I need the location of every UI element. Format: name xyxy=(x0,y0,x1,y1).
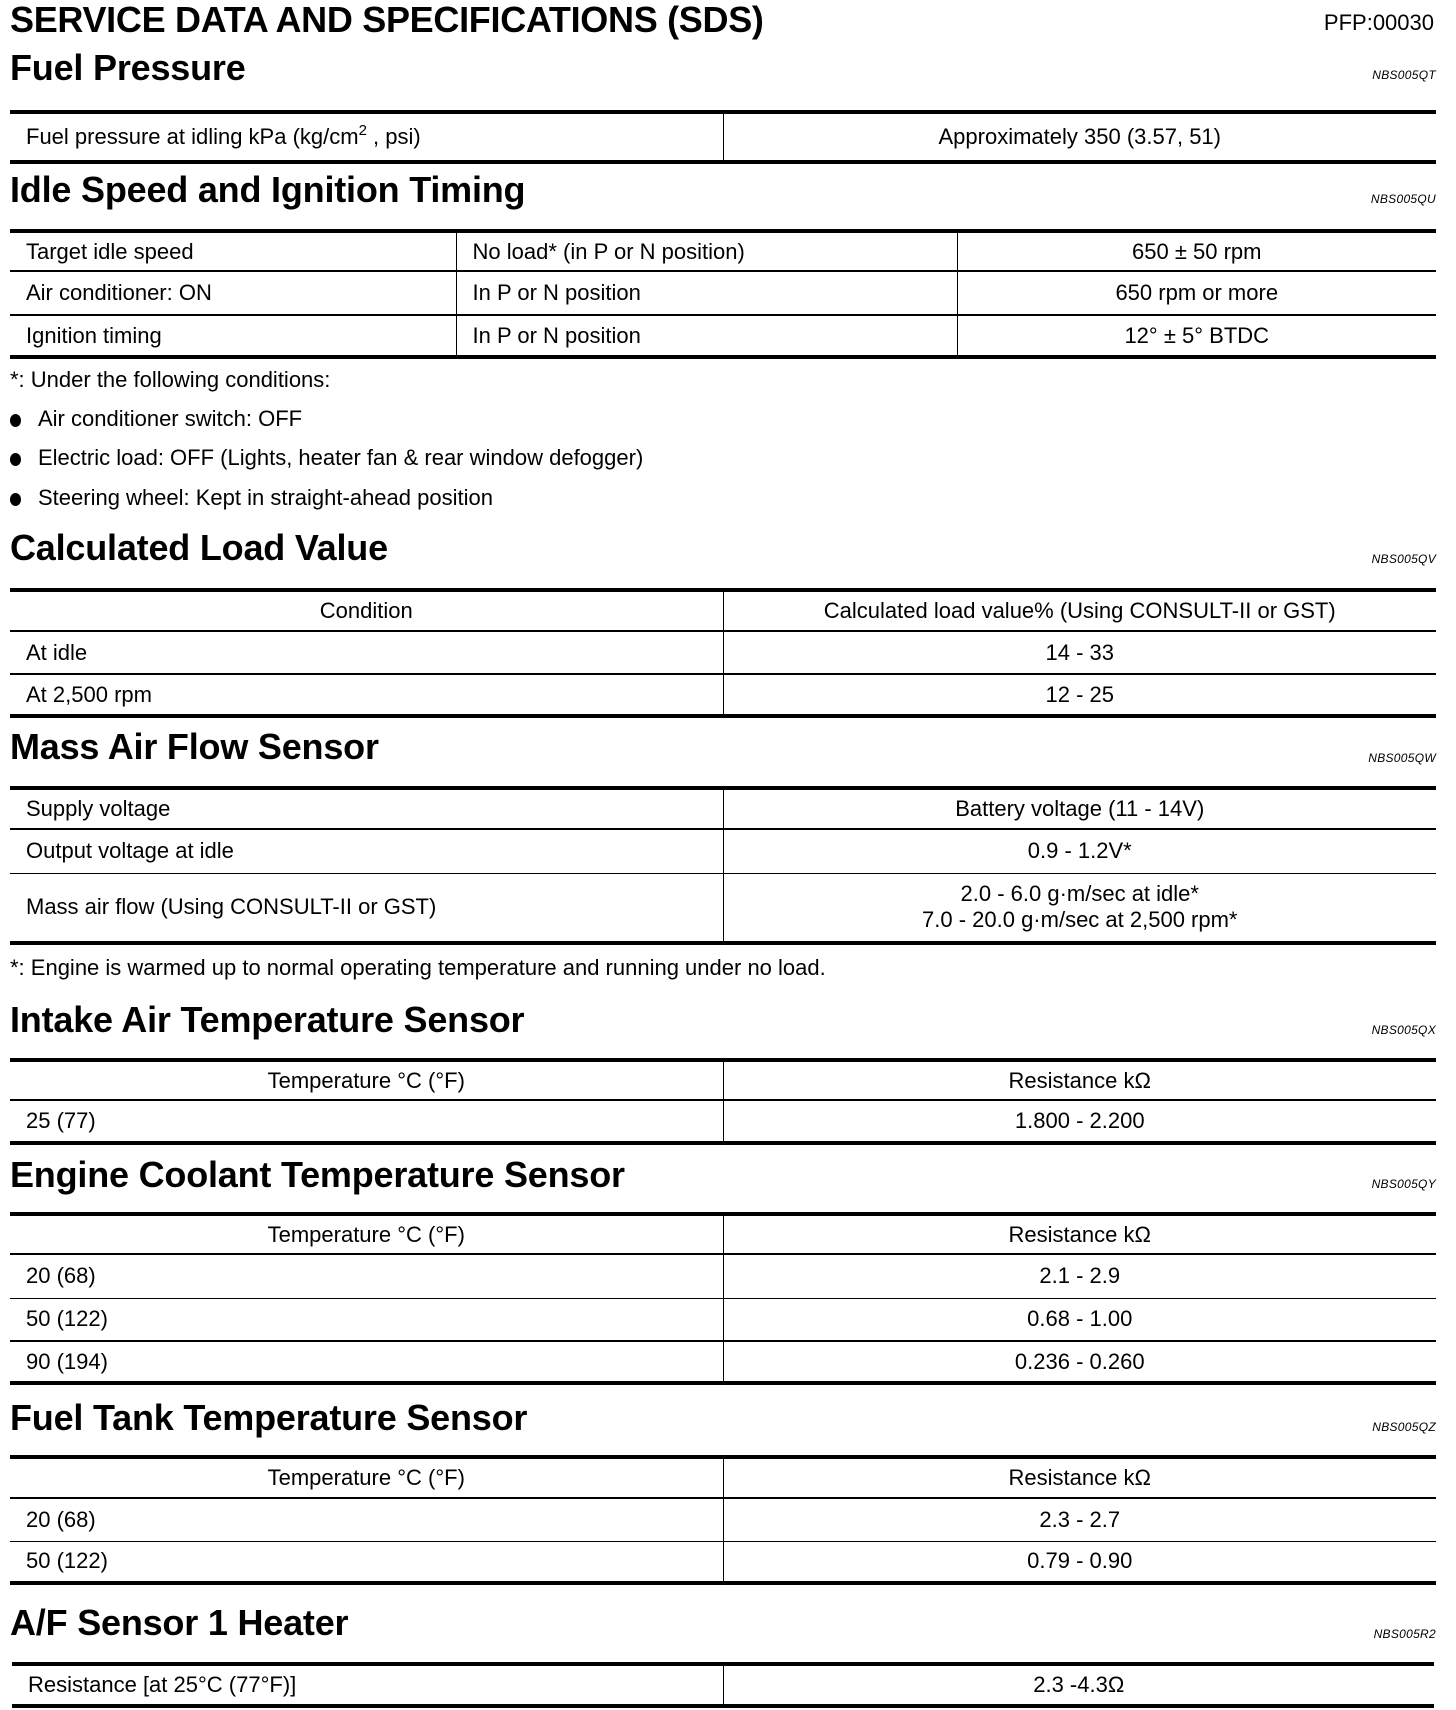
page-title: SERVICE DATA AND SPECIFICATIONS (SDS) xyxy=(10,0,764,40)
cell-resistance: 2.3 - 2.7 xyxy=(723,1498,1436,1541)
table-row xyxy=(10,1100,1436,1143)
table-row xyxy=(10,271,1436,315)
table-row xyxy=(10,315,1436,357)
cell-item: Resistance [at 25°C (77°F)] xyxy=(28,1672,297,1697)
cell-value-line: 2.0 - 6.0 g·m/sec at idle* xyxy=(960,881,1199,907)
ref-code-af-heater: NBS005R2 xyxy=(1373,1627,1436,1641)
column-header: Resistance kΩ xyxy=(723,1214,1436,1254)
iat-sensor-table xyxy=(10,1058,1436,1145)
bullet-icon xyxy=(10,493,21,506)
table-row xyxy=(10,1341,1436,1383)
section-title-af-heater: A/F Sensor 1 Heater xyxy=(10,1602,349,1643)
cell-value-line: 7.0 - 20.0 g·m/sec at 2,500 rpm* xyxy=(922,907,1238,933)
section-title-ect-sensor: Engine Coolant Temperature Sensor xyxy=(10,1154,625,1195)
ect-sensor-table xyxy=(10,1212,1436,1385)
column-header: Resistance kΩ xyxy=(723,1060,1436,1100)
ftt-sensor-table xyxy=(10,1455,1436,1585)
table-row xyxy=(10,1498,1436,1541)
cell-value: 650 rpm or more xyxy=(957,271,1436,315)
table-header-row xyxy=(10,590,1436,631)
fuel-pressure-table xyxy=(10,110,1436,164)
column-header: Temperature °C (°F) xyxy=(267,1067,465,1093)
idle-speed-table xyxy=(10,229,1436,359)
cell-value: 2.3 -4.3Ω xyxy=(723,1664,1434,1706)
cell-item: Supply voltage xyxy=(26,796,171,821)
bullet-item: Steering wheel: Kept in straight-ahead position xyxy=(10,485,493,511)
section-title-maf-sensor: Mass Air Flow Sensor xyxy=(10,726,379,767)
ref-code-calculated-load: NBS005QV xyxy=(1371,552,1436,566)
idle-speed-footnote: *: Under the following conditions: xyxy=(10,367,331,392)
pfp-code: PFP:00030 xyxy=(1323,10,1434,35)
cell-value: 12 - 25 xyxy=(723,674,1436,716)
section-title-idle-speed: Idle Speed and Ignition Timing xyxy=(10,169,526,210)
cell-temp: 20 (68) xyxy=(10,1498,723,1541)
cell-resistance: 0.79 - 0.90 xyxy=(723,1541,1436,1583)
cell-item: Mass air flow (Using CONSULT-II or GST) xyxy=(10,873,723,943)
cell-temp: 25 (77) xyxy=(10,1100,723,1143)
ref-code-maf-sensor: NBS005QW xyxy=(1368,751,1436,765)
ref-code-ect-sensor: NBS005QY xyxy=(1371,1177,1436,1191)
fuel-pressure-label: Fuel pressure at idling kPa ($kg/cm^2$ , psi) xyxy=(26,122,421,149)
table-row xyxy=(10,674,1436,716)
cell-resistance: 0.68 - 1.00 xyxy=(723,1298,1436,1341)
cell-value: Battery voltage (11 - 14V) xyxy=(723,788,1436,829)
cell-condition: At idle xyxy=(10,631,723,674)
maf-footnote: *: Engine is warmed up to normal operating temperature and running under no load. xyxy=(10,955,826,980)
calculated-load-table xyxy=(10,588,1436,718)
cell-condition: At 2,500 rpm xyxy=(10,674,723,716)
af-heater-table xyxy=(12,1662,1434,1708)
column-header: Temperature °C (°F) xyxy=(267,1221,465,1247)
column-header: Calculated load value% (Using CONSULT-II or GST) xyxy=(723,590,1436,631)
section-title-fuel-pressure: Fuel Pressure xyxy=(10,47,246,88)
cell-resistance: 1.800 - 2.200 xyxy=(723,1100,1436,1143)
cell-condition: No load* (in P or N position) xyxy=(456,231,957,271)
cell-resistance: 0.236 - 0.260 xyxy=(723,1341,1436,1383)
cell-temp: 90 (194) xyxy=(10,1341,723,1383)
table-row xyxy=(10,1541,1436,1583)
bullet-item: Electric load: OFF (Lights, heater fan & rear window defogger) xyxy=(10,445,643,471)
cell-value: 650 ± 50 rpm xyxy=(957,231,1436,271)
table-header-row xyxy=(10,1060,1436,1100)
table-row xyxy=(10,1254,1436,1298)
table-row xyxy=(10,631,1436,674)
table-row xyxy=(10,1298,1436,1341)
cell-condition: In P or N position xyxy=(456,315,957,357)
fuel-pressure-value: Approximately 350 (3.57, 51) xyxy=(723,112,1436,162)
table-row xyxy=(10,231,1436,271)
table-header-row xyxy=(10,1214,1436,1254)
table-row xyxy=(10,829,1436,873)
cell-value: 14 - 33 xyxy=(723,631,1436,674)
maf-sensor-table xyxy=(10,786,1436,945)
ref-code-ftt-sensor: NBS005QZ xyxy=(1372,1420,1436,1434)
bullet-icon xyxy=(10,453,21,466)
cell-resistance: 2.1 - 2.9 xyxy=(723,1254,1436,1298)
cell-temp: 50 (122) xyxy=(10,1298,723,1341)
table-row xyxy=(12,1664,1434,1706)
section-title-ftt-sensor: Fuel Tank Temperature Sensor xyxy=(10,1397,528,1438)
cell-condition: In P or N position xyxy=(456,271,957,315)
cell-value: 0.9 - 1.2V* xyxy=(723,829,1436,873)
column-header: Resistance kΩ xyxy=(723,1457,1436,1498)
bullet-item: Air conditioner switch: OFF xyxy=(10,406,302,432)
cell-value: 12° ± 5° BTDC xyxy=(957,315,1436,357)
table-row xyxy=(10,873,1436,943)
table-row xyxy=(10,112,1436,162)
table-header-row xyxy=(10,1457,1436,1498)
cell-item: Ignition timing xyxy=(10,315,456,357)
section-title-iat-sensor: Intake Air Temperature Sensor xyxy=(10,999,525,1040)
ref-code-idle-speed: NBS005QU xyxy=(1370,192,1436,206)
column-header: Condition xyxy=(319,598,413,623)
table-row xyxy=(10,788,1436,829)
ref-code-iat-sensor: NBS005QX xyxy=(1371,1023,1436,1037)
column-header: Temperature °C (°F) xyxy=(267,1465,465,1490)
cell-value xyxy=(723,873,1436,943)
cell-temp: 20 (68) xyxy=(10,1254,723,1298)
bullet-icon xyxy=(10,414,21,427)
cell-item: Target idle speed xyxy=(26,238,194,264)
section-title-calculated-load: Calculated Load Value xyxy=(10,527,388,568)
cell-item: Air conditioner: ON xyxy=(10,271,456,315)
ref-code-fuel-pressure: NBS005QT xyxy=(1372,68,1436,82)
cell-item: Output voltage at idle xyxy=(10,829,723,873)
cell-temp: 50 (122) xyxy=(10,1541,723,1583)
